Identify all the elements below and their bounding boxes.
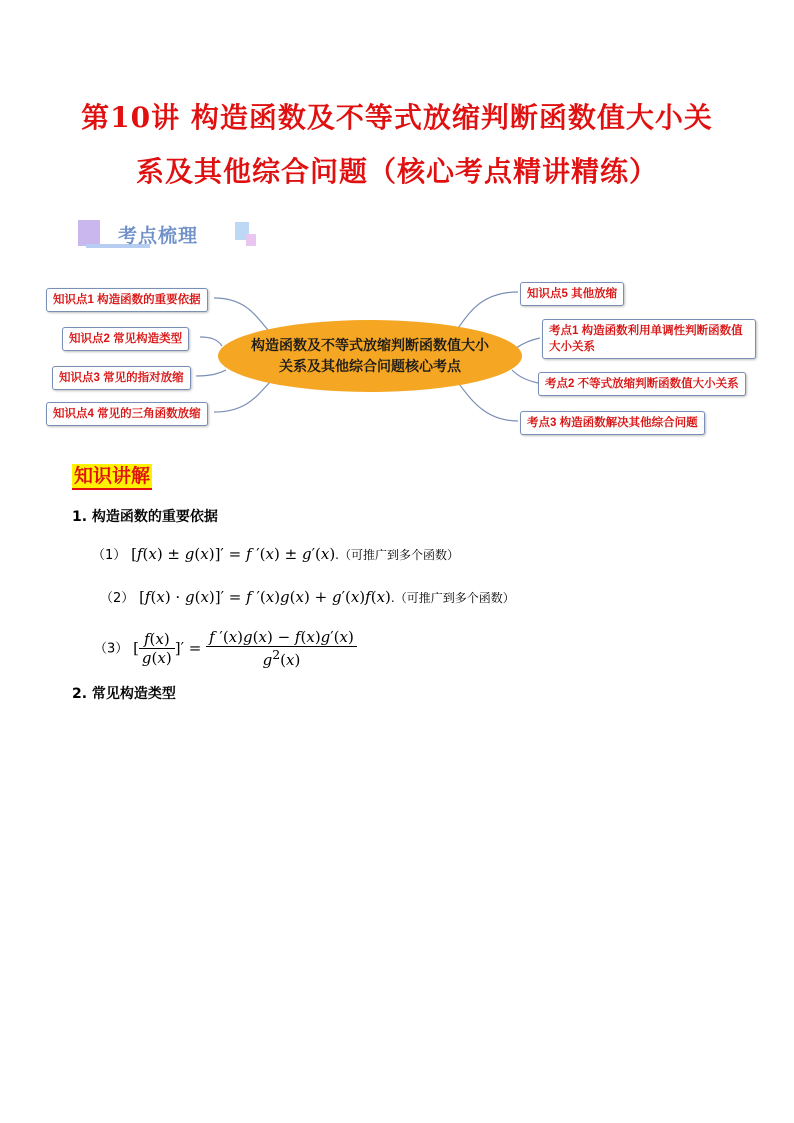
mindmap-node-right-3: 考点2 不等式放缩判断函数值大小关系 — [538, 372, 746, 396]
mindmap-node-right-1: 知识点5 其他放缩 — [520, 282, 624, 306]
mindmap-center-label: 构造函数及不等式放缩判断函数值大小关系及其他综合问题核心考点 — [251, 337, 489, 374]
mindmap-node-right-2: 考点1 构造函数利用单调性判断函数值大小关系 — [542, 319, 756, 359]
formula-1 — [92, 544, 459, 563]
formula-label: （2） — [100, 591, 135, 606]
formula-expression: [f(x) ± g(x)]′ = f ′(x) ± g′(x) — [131, 545, 336, 563]
banner-decor-square — [78, 220, 100, 246]
section-item-2: 2. 常见构造类型 — [72, 686, 176, 702]
formula-label: （1） — [92, 548, 127, 563]
formula-note: .（可推广到多个函数） — [390, 591, 515, 605]
page-title-line2: 系及其他综合问题（核心考点精讲精练） — [135, 155, 658, 188]
formula-2 — [100, 587, 515, 606]
mindmap-center — [218, 320, 522, 392]
connector-line — [214, 380, 272, 412]
banner-label: 考点梳理 — [118, 225, 199, 247]
formula-note: .（可推广到多个函数） — [335, 548, 459, 562]
formula-expression: [f(x) · g(x)]′ = f ′(x)g(x) + g′(x)f(x) — [139, 588, 391, 606]
formula-label: （3） — [94, 641, 129, 657]
mindmap-node-left-3: 知识点3 常见的指对放缩 — [52, 366, 191, 390]
formula-3 — [94, 628, 357, 669]
connector-line — [458, 292, 518, 328]
connector-line — [196, 370, 226, 376]
banner-decor-square — [246, 234, 256, 246]
mindmap-node-right-4: 考点3 构造函数解决其他综合问题 — [520, 411, 705, 435]
connector-line — [200, 337, 222, 346]
mindmap-node-left-1: 知识点1 构造函数的重要依据 — [46, 288, 208, 312]
connector-line — [516, 338, 540, 348]
connector-line — [214, 298, 268, 330]
mindmap-node-left-4: 知识点4 常见的三角函数放缩 — [46, 402, 208, 426]
mindmap — [0, 270, 794, 440]
connector-line — [512, 370, 538, 383]
section-item-1: 1. 构造函数的重要依据 — [72, 509, 218, 525]
formula-expression: [ $\frac{f(x)}{g(x)}$ ]′ = $\frac{f '(x)g(x) - f(x)g'(x)}{g^2(x)}$ — [133, 639, 357, 657]
section-heading: 知识讲解 — [72, 464, 152, 490]
section-banner — [78, 220, 258, 250]
connector-line — [456, 380, 518, 421]
page-title-line1: 第10讲 构造函数及不等式放缩判断函数值大小关 — [81, 101, 713, 134]
mindmap-node-left-2: 知识点2 常见构造类型 — [62, 327, 189, 351]
